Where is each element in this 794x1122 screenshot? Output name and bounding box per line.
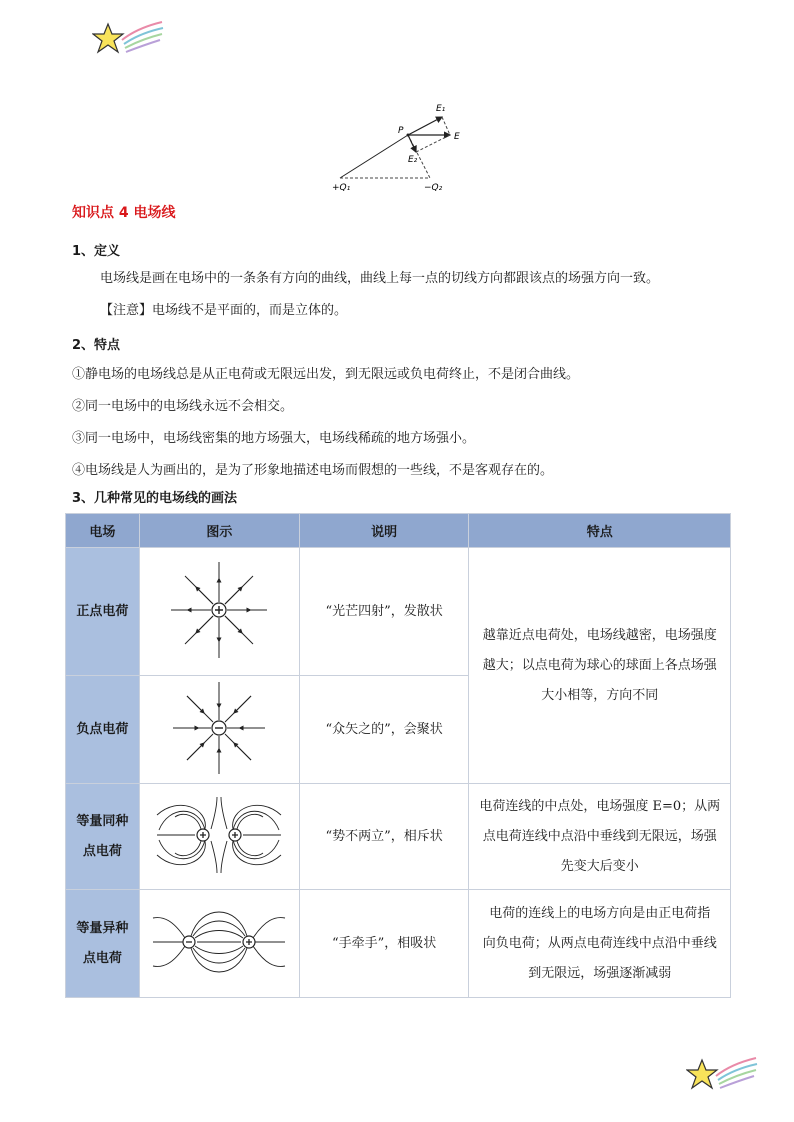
shooting-star-icon [686, 1054, 758, 1094]
feature-line: 到无限远，场强逐渐减弱 [528, 965, 672, 981]
field-like-charges [66, 784, 140, 890]
e1-label: E₁ [436, 104, 446, 114]
field-line: 点电荷 [82, 950, 122, 966]
feature-opposite-charges [469, 890, 731, 998]
feature-line: 电荷的连线上的电场方向是由正电荷指 [489, 905, 711, 921]
table-heading: 3、几种常见的电场线的画法 [72, 491, 238, 506]
field-lines-table [65, 513, 731, 998]
field-line: 等量同种 [76, 813, 129, 829]
diagram-cell [139, 548, 299, 676]
feature-point-charge [469, 548, 731, 784]
feature-item-1: ①静电场的电场线总是从正电荷或无限远出发，到无限远或负电荷终止，不是闭合曲线。 [72, 367, 580, 382]
header-diagram: 图示 [139, 514, 299, 548]
feature-line: 先变大后变小 [560, 858, 639, 874]
feature-line: 越靠近点电荷处，电场线越密，电场强度 [482, 627, 717, 643]
diagram-cell [139, 784, 299, 890]
table-row [66, 548, 731, 676]
e-label: E [454, 132, 460, 142]
feature-line: 电荷连线的中点处，电场强度 E=0；从两 [479, 798, 721, 814]
field-line: 点电荷 [82, 843, 122, 859]
definition-note: 【注意】电场线不是平面的，而是立体的。 [100, 303, 348, 318]
table-header-row [66, 514, 731, 548]
e2-label: E₂ [408, 155, 418, 165]
feature-line: 大小相等，方向不同 [541, 687, 659, 703]
feature-item-3: ③同一电场中，电场线密集的地方场强大，电场线稀疏的地方场强小。 [72, 431, 476, 446]
positive-charge-field-icon [164, 555, 274, 665]
feature-line: 向负电荷；从两点电荷连线中点沿中垂线 [482, 935, 717, 951]
description-opposite-charges: “手牵手”，相吸状 [299, 890, 469, 998]
feature-item-4: ④电场线是人为画出的，是为了形象地描述电场而假想的一些线，不是客观存在的。 [72, 463, 554, 478]
header-description: 说明 [299, 514, 469, 548]
q1-label: +Q₁ [332, 183, 351, 193]
diagram-cell [139, 676, 299, 784]
field-negative: 负点电荷 [66, 676, 140, 784]
definition-heading: 1、定义 [72, 244, 121, 259]
like-charges-field-icon [154, 795, 284, 875]
field-line: 等量异种 [76, 920, 129, 936]
field-opposite-charges [66, 890, 140, 998]
shooting-star-icon [92, 18, 164, 58]
feature-like-charges [469, 784, 731, 890]
description-like-charges: “势不两立”，相斥状 [299, 784, 469, 890]
features-heading: 2、特点 [72, 338, 121, 353]
diagram-cell [139, 890, 299, 998]
description-negative: “众矢之的”，会聚状 [299, 676, 469, 784]
table-row [66, 784, 731, 890]
feature-line: 点电荷连线中点沿中垂线到无限远，场强 [482, 828, 717, 844]
opposite-charges-field-icon [149, 902, 289, 982]
header-feature: 特点 [469, 514, 731, 548]
table-row [66, 890, 731, 998]
header-field: 电场 [66, 514, 140, 548]
feature-item-2: ②同一电场中的电场线永远不会相交。 [72, 399, 294, 414]
negative-charge-field-icon [169, 678, 269, 778]
definition-text: 电场线是画在电场中的一条条有方向的曲线，曲线上每一点的切线方向都跟该点的场强方向一致。 [100, 271, 660, 286]
feature-line: 越大；以点电荷为球心的球面上各点场强 [482, 657, 717, 673]
q2-label: −Q₂ [424, 183, 443, 193]
p-label: P [398, 126, 404, 136]
description-positive: “光芒四射”，发散状 [299, 548, 469, 676]
section-title: 知识点 4 电场线 [72, 205, 176, 221]
field-positive: 正点电荷 [66, 548, 140, 676]
field-superposition-figure [328, 100, 470, 200]
